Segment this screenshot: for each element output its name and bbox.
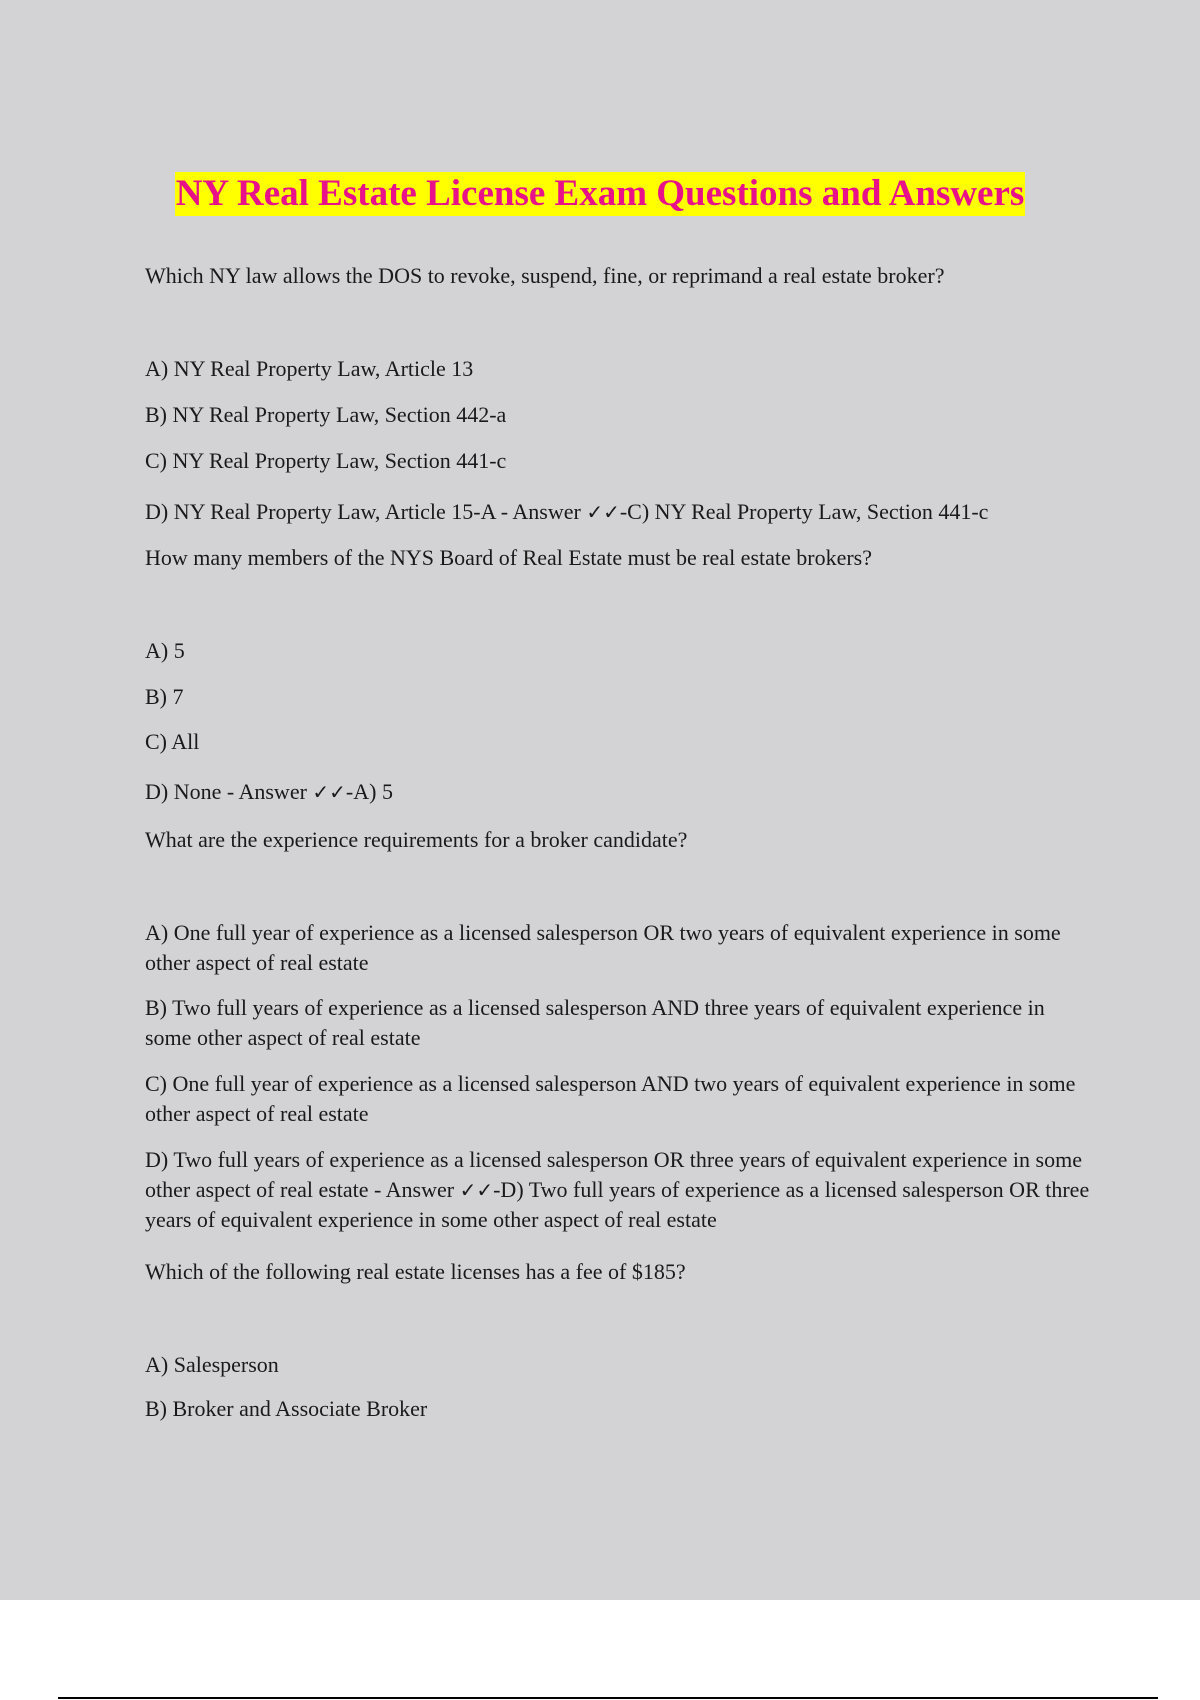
answer-option: D) NY Real Property Law, Article 15-A - Answer (145, 499, 581, 524)
answer-option: C) All (145, 729, 200, 754)
answer-option: C) One full year of experience as a licensed salesperson AND two years of equivalent experience in some other aspect of real estate (145, 1071, 1076, 1126)
answer-option: D) None - Answer (145, 779, 307, 804)
title-block (0, 172, 1200, 216)
correct-answer: -A) 5 (345, 779, 393, 804)
page-title: NY Real Estate License Exam Questions and Answers (175, 173, 1025, 214)
correct-answer: -C) NY Real Property Law, Section 441-c (619, 499, 989, 524)
answer-option: B) Two full years of experience as a licensed salesperson AND three years of equivalent experience in some other aspect of real estate (145, 995, 1045, 1050)
answer-option: B) NY Real Property Law, Section 442-a (145, 402, 507, 427)
answer-option: D) Two full years of experience as a licensed salesperson OR three years of equivalent experience in some other aspect of real estate - Answer (145, 1147, 1082, 1202)
answer-option: A) NY Real Property Law, Article 13 (145, 356, 474, 381)
answer-option: C) NY Real Property Law, Section 441-c (145, 448, 507, 473)
question-text: What are the experience requirements for a broker candidate? (145, 827, 688, 852)
answer-option-with-answer (145, 1145, 1095, 1235)
answer-option: B) Broker and Associate Broker (145, 1396, 428, 1421)
answer-option-with-answer (145, 497, 1095, 527)
answer-option: A) One full year of experience as a licensed salesperson OR two years of equivalent experience in some other aspect of real estate (145, 920, 1061, 975)
page-divider (58, 1697, 1158, 1699)
correct-answer: -D) Two full years of experience as a licensed salesperson OR three years of equivalent experience in some other aspect of real estate (145, 1177, 1090, 1232)
question-text: Which of the following real estate licenses has a fee of $185? (145, 1259, 686, 1284)
question-text: Which NY law allows the DOS to revoke, suspend, fine, or reprimand a real estate broker? (145, 263, 945, 288)
answer-option-with-answer (145, 777, 1095, 807)
double-check-icon: ✓✓ (586, 500, 620, 524)
answer-option: A) 5 (145, 638, 185, 663)
question-text: How many members of the NYS Board of Real Estate must be real estate brokers? (145, 545, 873, 570)
double-check-icon: ✓✓ (312, 780, 346, 804)
answer-option: A) Salesperson (145, 1352, 279, 1377)
double-check-icon: ✓✓ (459, 1178, 494, 1202)
answer-option: B) 7 (145, 684, 184, 709)
